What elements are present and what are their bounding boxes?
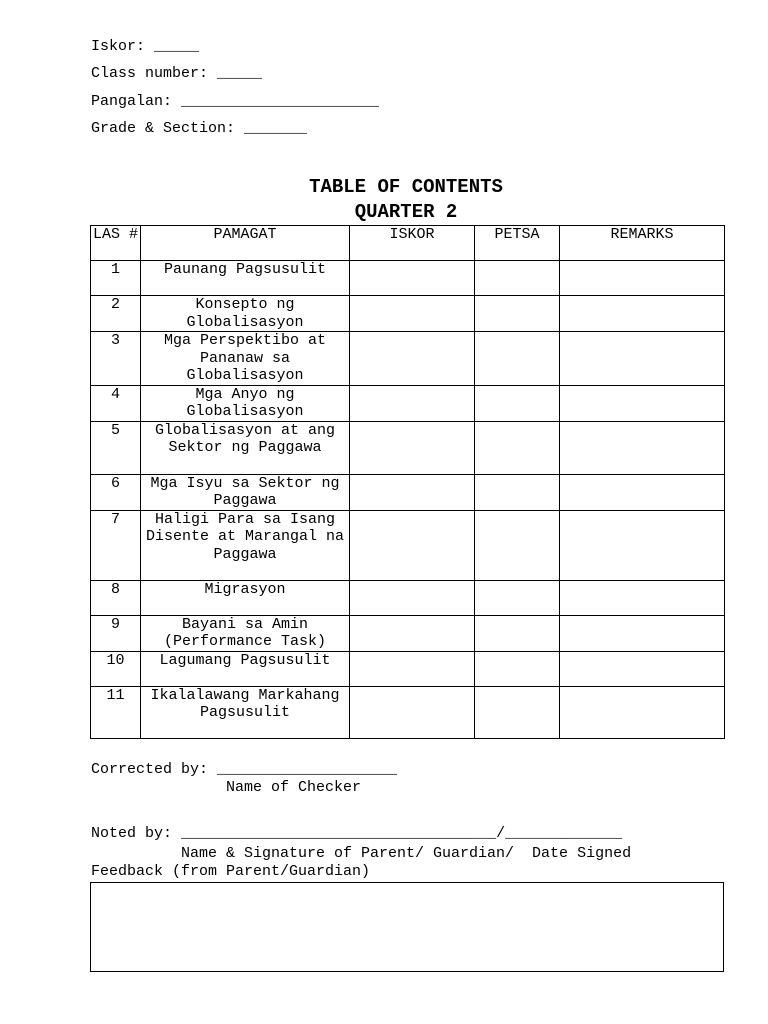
petsa-cell[interactable] [475,296,560,332]
column-header-iskor: ISKOR [350,226,475,261]
iskor-cell[interactable] [350,261,475,296]
petsa-cell[interactable] [475,510,560,580]
feedback-box[interactable] [90,882,724,972]
iskor-cell[interactable] [350,296,475,332]
iskor-cell[interactable] [350,474,475,510]
table-row [91,296,725,332]
table-row [91,332,725,386]
iskor-cell[interactable] [350,421,475,474]
column-header-las: LAS # [91,226,141,261]
class-number-field: Class number: _____ [91,65,263,82]
las-number-cell: 10 [91,651,141,686]
pamagat-cell: Mga Anyo ng Globalisasyon [141,385,350,421]
table-row [91,686,725,738]
table-row [91,385,725,421]
petsa-cell[interactable] [475,686,560,738]
iskor-cell[interactable] [350,510,475,580]
iskor-cell[interactable] [350,580,475,615]
iskor-cell[interactable] [350,615,475,651]
las-number-cell: 3 [91,332,141,386]
remarks-cell[interactable] [560,332,725,386]
petsa-cell[interactable] [475,651,560,686]
pamagat-cell: Paunang Pagsusulit [141,261,350,296]
table-row [91,615,725,651]
petsa-cell[interactable] [475,580,560,615]
corrected-by-field: Corrected by: ____________________ [91,761,398,778]
pamagat-cell: Lagumang Pagsusulit [141,651,350,686]
remarks-cell[interactable] [560,686,725,738]
pamagat-cell: Haligi Para sa Isang Disente at Marangal na Paggawa [141,510,350,580]
petsa-cell[interactable] [475,332,560,386]
remarks-cell[interactable] [560,474,725,510]
noted-by-field: Noted by: ___________________________________/_____________ [91,825,623,842]
remarks-cell[interactable] [560,615,725,651]
pangalan-field: Pangalan: ______________________ [91,93,380,110]
table-row [91,421,725,474]
table-row [91,474,725,510]
remarks-cell[interactable] [560,261,725,296]
petsa-cell[interactable] [475,261,560,296]
remarks-cell[interactable] [560,296,725,332]
table-row [91,510,725,580]
iskor-field: Iskor: _____ [91,38,200,55]
las-number-cell: 8 [91,580,141,615]
page-title: TABLE OF CONTENTS [309,176,503,198]
grade-section-field: Grade & Section: _______ [91,120,308,137]
table-header-row [91,226,725,261]
pamagat-cell: Mga Perspektibo at Pananaw sa Globalisasyon [141,332,350,386]
column-header-petsa: PETSA [475,226,560,261]
table-row [91,261,725,296]
las-number-cell: 6 [91,474,141,510]
toc-table [90,225,725,739]
table-row [91,651,725,686]
iskor-cell[interactable] [350,385,475,421]
las-number-cell: 5 [91,421,141,474]
petsa-cell[interactable] [475,385,560,421]
remarks-cell[interactable] [560,580,725,615]
name-of-checker-caption: Name of Checker [226,779,362,796]
petsa-cell[interactable] [475,421,560,474]
page-subtitle: QUARTER 2 [354,201,458,223]
remarks-cell[interactable] [560,651,725,686]
noted-by-caption: Name & Signature of Parent/ Guardian/ Date Signed [181,845,632,862]
column-header-pamagat: PAMAGAT [141,226,350,261]
iskor-cell[interactable] [350,332,475,386]
remarks-cell[interactable] [560,421,725,474]
las-number-cell: 2 [91,296,141,332]
feedback-label: Feedback (from Parent/Guardian) [91,863,371,880]
pamagat-cell: Mga Isyu sa Sektor ng Paggawa [141,474,350,510]
pamagat-cell: Ikalalawang Markahang Pagsusulit [141,686,350,738]
pamagat-cell: Konsepto ng Globalisasyon [141,296,350,332]
pamagat-cell: Migrasyon [141,580,350,615]
remarks-cell[interactable] [560,385,725,421]
iskor-cell[interactable] [350,651,475,686]
remarks-cell[interactable] [560,510,725,580]
las-number-cell: 9 [91,615,141,651]
las-number-cell: 1 [91,261,141,296]
petsa-cell[interactable] [475,474,560,510]
iskor-cell[interactable] [350,686,475,738]
las-number-cell: 11 [91,686,141,738]
las-number-cell: 4 [91,385,141,421]
column-header-remarks: REMARKS [560,226,725,261]
table-row [91,580,725,615]
pamagat-cell: Globalisasyon at ang Sektor ng Paggawa [141,421,350,474]
pamagat-cell: Bayani sa Amin (Performance Task) [141,615,350,651]
petsa-cell[interactable] [475,615,560,651]
las-number-cell: 7 [91,510,141,580]
